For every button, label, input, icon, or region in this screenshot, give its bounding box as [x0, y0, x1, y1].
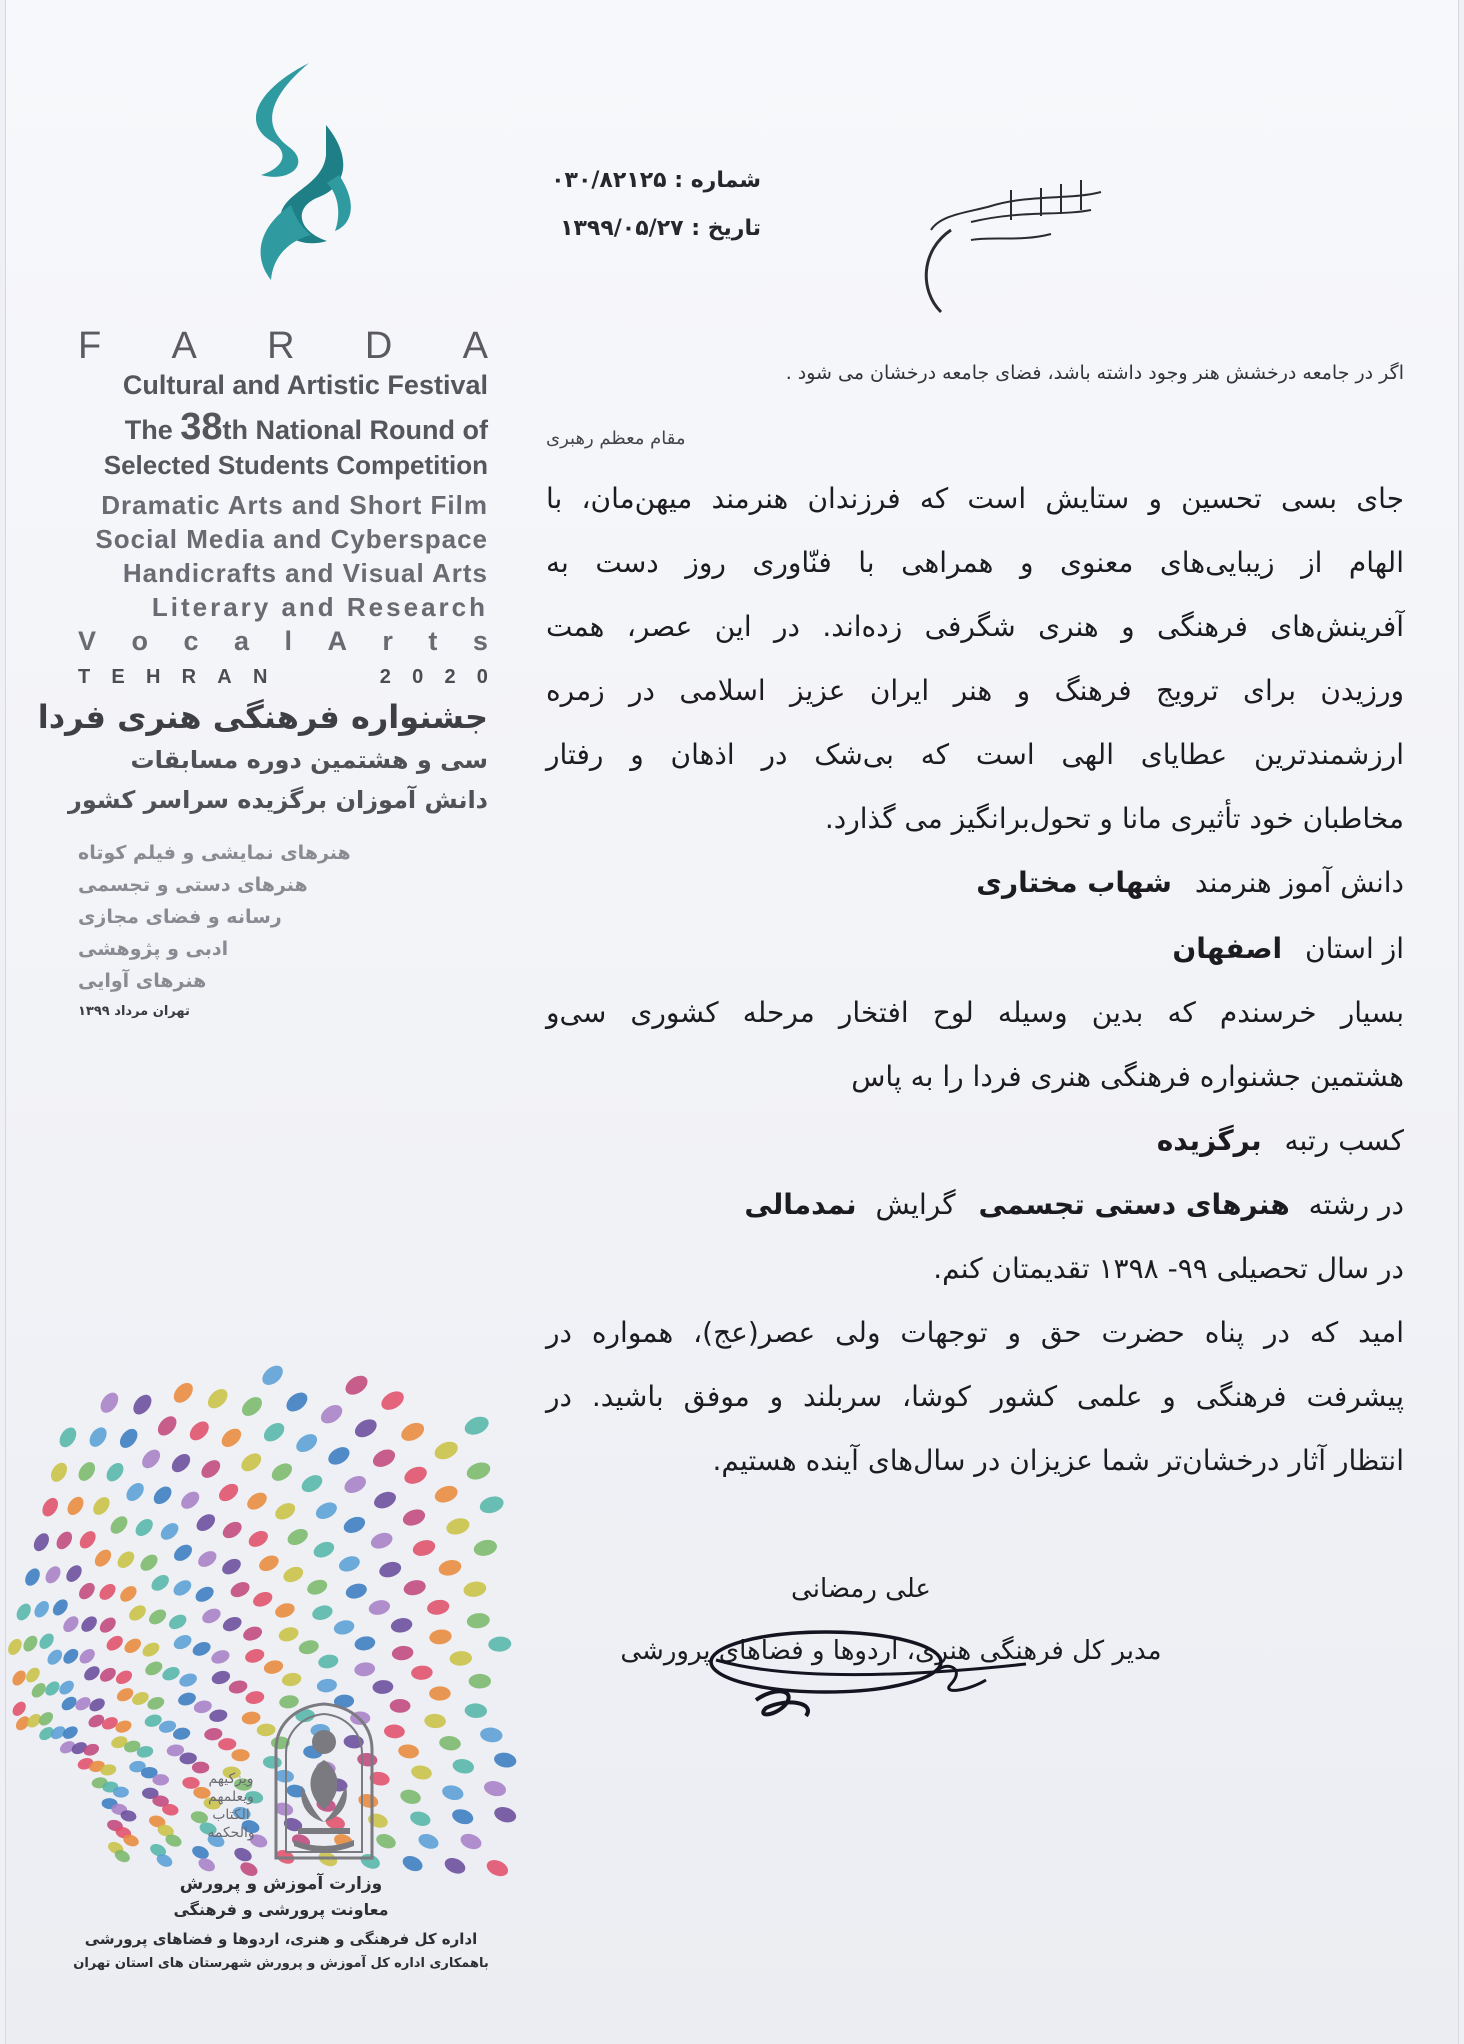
city-year-letter: H: [145, 666, 161, 688]
decorative-dot: [190, 1844, 211, 1862]
field-value: هنرهای دستی تجسمی: [978, 1188, 1290, 1221]
decorative-dot: [146, 1606, 169, 1627]
fa-title-line-2: سی و هشتمین دوره مسابقات: [130, 746, 488, 774]
decorative-dot: [428, 1628, 452, 1645]
decorative-dot: [479, 1726, 503, 1743]
decorative-dot: [269, 1460, 296, 1485]
en-title-line-3: Selected Students Competition: [103, 450, 488, 480]
fa-category: ادبی و پژوهشی: [78, 938, 229, 960]
en-category: Handicrafts and Visual Arts: [122, 558, 488, 588]
decorative-dot: [231, 1749, 249, 1761]
decorative-dot: [354, 1661, 376, 1677]
decorative-dot: [478, 1494, 506, 1516]
decorative-dot: [297, 1638, 320, 1656]
farda-letter: R: [267, 325, 295, 367]
decorative-dot: [208, 1708, 228, 1723]
honor-line: هشتمین جشنواره فرهنگی هنری فردا را به پاس: [851, 1060, 1404, 1093]
decorative-dot: [81, 1663, 102, 1683]
decorative-dot: [193, 1511, 218, 1535]
decorative-dot: [76, 1580, 98, 1602]
decorative-dot: [171, 1577, 195, 1599]
en-vocal-arts: [78, 626, 488, 657]
en-round-number: 38: [180, 406, 223, 448]
decorative-dot: [177, 1671, 198, 1689]
decorative-dot: [90, 1494, 113, 1518]
honor-line: بسیار خرسندم که بدین وسیله لوح افتخار مرحله کشوری سی‌و: [546, 996, 1404, 1029]
bismillah-calligraphy-icon: [911, 170, 1111, 320]
decorative-dot: [22, 1566, 43, 1589]
decorative-dot: [116, 1426, 141, 1452]
quote-source: مقام معظم رهبری: [546, 428, 686, 449]
decorative-dot: [293, 1430, 320, 1455]
decorative-dot: [218, 1738, 237, 1751]
en-round-prefix: The: [124, 415, 173, 445]
vocal-letter: A: [327, 626, 347, 656]
decorative-dot: [168, 1450, 193, 1475]
decorative-dot: [281, 1564, 306, 1585]
student-line: [546, 866, 1404, 899]
decorative-dot: [216, 1480, 242, 1504]
decorative-dot: [114, 1548, 137, 1571]
decorative-dot: [238, 1450, 265, 1475]
decorative-dot: [10, 1699, 29, 1718]
paragraph-line: آفرینش‌های فرهنگی و هنری شگرفی زده‌اند. در این عصر، همت: [546, 610, 1404, 643]
decorative-dot: [97, 1665, 118, 1685]
decorative-dot: [96, 1581, 118, 1603]
decorative-dot: [458, 1831, 483, 1852]
number-label: شماره :: [674, 168, 761, 193]
decorative-dot: [462, 1413, 492, 1438]
city-year-letter: 2: [379, 666, 391, 688]
signer-title: مدیر کل فرهنگی هنری، اردوها و فضاهای پرورشی: [620, 1636, 1162, 1666]
vocal-letter: o: [131, 626, 148, 656]
calligraphy-line: ویزکیهم: [208, 1771, 254, 1787]
signer-name: علی رمضانی: [791, 1574, 931, 1604]
fa-category: هنرهای آوایی: [78, 970, 207, 992]
decorative-dot: [23, 1665, 42, 1685]
decorative-dot: [462, 1580, 487, 1599]
decorative-dot: [241, 1711, 261, 1726]
decorative-dot: [160, 1664, 182, 1683]
decorative-dot: [352, 1416, 380, 1441]
decorative-dot: [370, 1446, 398, 1471]
decorative-dot: [204, 1727, 224, 1741]
spacer: [289, 666, 359, 689]
decorative-dot: [60, 1613, 81, 1635]
decorative-dot: [245, 1690, 266, 1706]
decorative-dot: [283, 1389, 311, 1416]
en-title-line-2: [78, 406, 488, 449]
decorative-dot: [332, 1618, 355, 1636]
vocal-letter: c: [183, 626, 199, 656]
decorative-dot: [464, 1459, 492, 1482]
decorative-dot: [390, 1616, 414, 1634]
decorative-dot: [75, 1459, 98, 1484]
ministry-cooperation: باهمکاری اداره کل آموزش و پرورش شهرستان های استان تهران: [73, 1956, 489, 1971]
decorative-dot: [244, 1489, 270, 1513]
decorative-dot: [272, 1500, 298, 1523]
en-title-line-1: Cultural and Artistic Festival: [122, 370, 488, 400]
decorative-dot: [200, 1606, 223, 1627]
decorative-dot: [210, 1669, 232, 1687]
decorative-dot: [492, 1804, 518, 1824]
decorative-dot: [369, 1530, 395, 1552]
decorative-dot: [466, 1612, 491, 1630]
decorative-dot: [152, 1774, 169, 1785]
decorative-dot: [337, 1553, 362, 1574]
city-year-letter: R: [181, 666, 197, 688]
decorative-dot: [228, 1579, 252, 1600]
decorative-dot: [42, 1563, 63, 1586]
decorative-dot: [384, 1724, 406, 1739]
decorative-dot: [449, 1650, 472, 1666]
decorative-dot: [259, 1362, 287, 1389]
decorative-dot: [426, 1598, 451, 1616]
decorative-dot: [107, 1513, 130, 1537]
decorative-dot: [277, 1625, 300, 1644]
city-year-letter: 0: [476, 666, 488, 688]
decorative-dot: [391, 1645, 414, 1662]
decorative-dot: [123, 1480, 147, 1505]
decorative-dot: [451, 1757, 475, 1775]
decorative-dot: [39, 1495, 61, 1519]
decorative-dot: [256, 1552, 281, 1574]
decorative-dot: [273, 1601, 297, 1621]
decorative-dot: [193, 1584, 216, 1605]
decorative-dot: [63, 1562, 85, 1585]
colorful-dots-decoration: [6, 860, 526, 1880]
province-name: اصفهان: [1172, 932, 1283, 965]
rank-value: برگزیده: [1156, 1124, 1262, 1157]
decorative-dot: [150, 1483, 175, 1507]
vocal-letter: t: [428, 626, 438, 656]
decorative-dot: [401, 1506, 428, 1528]
closing-line: پیشرفت فرهنگی و علمی کشور کوشا، سربلند و موفق باشید. در: [546, 1380, 1404, 1413]
decorative-dot: [31, 1530, 52, 1554]
rank-line: [546, 1124, 1404, 1157]
decorative-dot: [154, 1413, 180, 1439]
decorative-dot: [53, 1529, 75, 1553]
decorative-dot: [221, 1614, 244, 1634]
decorative-dot: [493, 1751, 518, 1769]
decorative-dot: [56, 1424, 79, 1450]
decorative-dot: [132, 1516, 156, 1540]
fa-title-line-1: جشنواره فرهنگی هنری فردا: [37, 698, 488, 736]
decorative-dot: [432, 1483, 460, 1506]
decorative-dot: [166, 1612, 189, 1632]
decorative-dot: [77, 1646, 98, 1666]
fa-category: هنرهای دستی و تجسمی: [78, 874, 308, 896]
decorative-dot: [140, 1640, 162, 1660]
decorative-dot: [31, 1598, 51, 1620]
decorative-dot: [61, 1724, 80, 1742]
decorative-dot: [57, 1678, 77, 1697]
decorative-dot: [171, 1541, 195, 1564]
farda-letter: F: [78, 325, 102, 367]
decorative-dot: [195, 1548, 219, 1570]
ministry-department: اداره کل فرهنگی و هنری، اردوها و فضاهای پرورشی: [84, 1930, 478, 1948]
decorative-dot: [114, 1668, 135, 1687]
decorative-dot: [209, 1648, 231, 1666]
decorative-dot: [310, 1603, 334, 1622]
rank-label: کسب رتبه: [1284, 1124, 1404, 1157]
ministry-emblem-icon: [268, 1700, 380, 1860]
closing-line: امید که در پناه حضرت حق و توجهات ولی عصر(عج)، همواره در: [546, 1316, 1404, 1349]
decorative-dot: [78, 1613, 100, 1634]
farda-letter: A: [462, 325, 488, 367]
decorative-dot: [204, 1385, 231, 1412]
decorative-dot: [48, 1460, 71, 1485]
decorative-dot: [190, 1639, 212, 1658]
city-year-letter: N: [252, 666, 268, 688]
decorative-dot: [424, 1713, 446, 1728]
decorative-dot: [313, 1499, 340, 1522]
decorative-dot: [86, 1424, 110, 1450]
farda-letter: A: [171, 325, 197, 367]
fa-category: هنرهای نمایشی و فیلم کوتاه: [78, 842, 351, 864]
city-year-letter: T: [78, 666, 91, 688]
field-line: [546, 1188, 1404, 1221]
farda-letter: D: [364, 325, 393, 367]
decorative-dot: [130, 1391, 155, 1418]
decorative-dot: [186, 1418, 212, 1444]
decorative-dot: [444, 1516, 471, 1538]
decorative-dot: [410, 1764, 433, 1781]
decorative-dot: [299, 1472, 326, 1496]
en-category: Literary and Research: [151, 592, 488, 622]
decorative-dot: [21, 1633, 41, 1654]
decorative-dot: [143, 1659, 165, 1678]
decorative-dot: [64, 1494, 87, 1518]
decorative-dot: [341, 1514, 367, 1536]
date-value: ۱۳۹۹/۰۵/۲۷: [560, 216, 684, 241]
decorative-dot: [469, 1674, 491, 1689]
decorative-dot: [482, 1779, 507, 1798]
decorative-dot: [416, 1831, 440, 1851]
decorative-dot: [246, 1528, 271, 1551]
decorative-dot: [10, 1668, 29, 1688]
handwritten-signature-icon: [696, 1620, 1056, 1730]
decorative-dot: [60, 1646, 81, 1667]
farda-logo-icon: [231, 55, 361, 285]
decorative-dot: [117, 1583, 139, 1605]
decorative-dot: [232, 1845, 254, 1863]
decorative-dot: [251, 1589, 275, 1609]
ministry-deputy: معاونت پرورشی و فرهنگی: [173, 1900, 389, 1919]
decorative-dot: [438, 1735, 461, 1752]
decorative-dot: [432, 1438, 461, 1462]
decorative-dot: [318, 1401, 346, 1427]
decorative-dot: [45, 1647, 65, 1668]
farda-spaced-title: [78, 325, 488, 368]
decorative-dot: [97, 1389, 122, 1416]
vocal-letter: V: [78, 626, 97, 656]
decorative-dot: [464, 1703, 487, 1719]
decorative-dot: [122, 1636, 144, 1656]
decorative-dot: [408, 1809, 432, 1828]
emblem-calligraphy: [196, 1770, 266, 1842]
decorative-dot: [196, 1856, 217, 1874]
decorative-dot: [262, 1658, 284, 1675]
decorative-dot: [126, 1602, 149, 1623]
branch-value: نمدمالی: [744, 1188, 857, 1221]
decorative-dot: [342, 1372, 371, 1399]
decorative-dot: [177, 1691, 198, 1708]
decorative-dot: [411, 1665, 433, 1681]
decorative-dot: [305, 1577, 329, 1597]
decorative-dot: [399, 1788, 422, 1806]
decorative-dot: [344, 1581, 369, 1601]
decorative-dot: [441, 1783, 465, 1802]
decorative-dot: [398, 1419, 427, 1444]
decorative-dot: [113, 1787, 129, 1798]
decorative-dot: [73, 1694, 93, 1713]
calligraphy-line: ویعلمهم: [208, 1789, 254, 1805]
paragraph-line: ارزشمندترین عطایای الهی است که بی‌شک در اذهان و رفتار: [546, 738, 1404, 771]
decorative-dot: [219, 1556, 243, 1578]
student-name: شهاب مختاری: [976, 866, 1172, 899]
decorative-dot: [402, 1463, 430, 1487]
city-year-letter: 0: [412, 666, 424, 688]
decorative-dot: [241, 1624, 264, 1643]
decorative-dot: [170, 1379, 197, 1406]
branch-label: گرایش: [875, 1188, 956, 1221]
decorative-dot: [372, 1679, 394, 1694]
decorative-dot: [402, 1578, 427, 1598]
en-tehran-2020: [78, 666, 488, 689]
city-year-letter: 2: [444, 666, 456, 688]
decorative-dot: [400, 1853, 425, 1874]
en-category: Dramatic Arts and Short Film: [101, 490, 488, 520]
decorative-dot: [137, 1551, 160, 1574]
decorative-dot: [325, 1444, 352, 1469]
city-year-letter: A: [217, 666, 232, 688]
decorative-dot: [342, 1473, 369, 1497]
number-value: ۰۳۰/۸۲۱۲۵: [551, 168, 667, 193]
decorative-dot: [218, 1425, 244, 1451]
certificate-page: [6, 0, 1458, 2044]
vocal-letter: s: [472, 626, 488, 656]
decorative-dot: [429, 1686, 451, 1700]
decorative-dot: [488, 1636, 512, 1652]
decorative-dot: [260, 1419, 287, 1445]
decorative-dot: [390, 1699, 411, 1713]
decorative-dot: [317, 1653, 339, 1670]
decorative-dot: [311, 1539, 337, 1561]
decorative-dot: [178, 1488, 203, 1512]
ministry-name: وزارت آموزش و پرورش: [179, 1874, 383, 1894]
decorative-dot: [14, 1601, 34, 1623]
fa-title-line-3: دانش آموزان برگزیده سراسر کشور: [68, 786, 488, 814]
decorative-dot: [437, 1558, 463, 1578]
calligraphy-line: والحکمه: [207, 1825, 255, 1841]
vocal-letter: r: [382, 626, 393, 656]
decorative-dot: [198, 1457, 224, 1482]
year-line: در سال تحصیلی ۹۹- ۱۳۹۸ تقدیمتان کنم.: [933, 1252, 1404, 1285]
student-label: دانش آموز هنرمند: [1194, 866, 1404, 899]
decorative-dot: [227, 1679, 248, 1696]
paragraph-line: جای بسی تحسین و ستایش است که فرزندان هنرمند میهن‌مان، با: [546, 482, 1404, 515]
fa-category: رسانه و فضای مجازی: [78, 906, 282, 928]
decorative-dot: [103, 1460, 127, 1485]
decorative-dot: [285, 1526, 311, 1549]
decorative-dot: [220, 1518, 245, 1541]
decorative-dot: [193, 1699, 214, 1715]
decorative-dot: [367, 1598, 391, 1617]
city-year-letter: E: [111, 666, 125, 688]
closing-line: انتظار آثار درخشان‌تر شما عزیزان در سال‌های آینده هستیم.: [712, 1444, 1404, 1477]
en-category: Social Media and Cyberspace: [95, 524, 488, 554]
en-round-suffix: th National Round of: [222, 415, 488, 445]
decorative-dot: [377, 1559, 403, 1580]
decorative-dot: [316, 1678, 338, 1694]
decorative-dot: [397, 1743, 419, 1759]
calligraphy-line: الکتاب: [212, 1807, 250, 1823]
decorative-dot: [378, 1388, 407, 1414]
field-label: در رشته: [1308, 1188, 1404, 1221]
decorative-dot: [171, 1632, 193, 1652]
decorative-dot: [104, 1633, 126, 1654]
decorative-dot: [450, 1807, 475, 1827]
paragraph-line: الهام از زیبایی‌های معنوی و همراهی با فنّاوری روز دست به: [546, 546, 1404, 579]
decorative-dot: [97, 1615, 119, 1636]
decorative-dot: [353, 1635, 376, 1652]
letter-date: [526, 216, 761, 241]
vocal-letter: a: [233, 626, 249, 656]
decorative-dot: [472, 1538, 499, 1559]
paragraph-line: مخاطبان خود تأثیری مانا و تحول‌برانگیز می گذارد.: [824, 802, 1404, 835]
decorative-dot: [371, 1489, 398, 1512]
leader-quote: اگر در جامعه درخشش هنر وجود داشته باشد، فضای جامعه درخشان می شود .: [785, 362, 1404, 384]
decorative-dot: [92, 1546, 115, 1569]
decorative-dot: [6, 1636, 25, 1657]
province-label: از استان: [1305, 932, 1404, 965]
decorative-dot: [87, 1696, 107, 1714]
decorative-dot: [148, 1572, 171, 1594]
vocal-letter: l: [284, 626, 292, 656]
decorative-dot: [50, 1596, 71, 1618]
festival-sidebar: [6, 0, 526, 2044]
decorative-dot: [281, 1671, 303, 1687]
decorative-dot: [158, 1520, 182, 1543]
decorative-dot: [139, 1446, 164, 1472]
decorative-dot: [37, 1631, 57, 1652]
date-label: تاریخ :: [691, 216, 761, 241]
decorative-dot: [411, 1537, 437, 1558]
decorative-dot: [238, 1393, 265, 1419]
fa-city-date: تهران مرداد ۱۳۹۹: [78, 1004, 190, 1019]
decorative-dot: [243, 1647, 266, 1665]
province-line: [546, 932, 1404, 965]
letter-number: [526, 168, 761, 193]
paragraph-line: ورزیدن برای ترویج فرهنگ و هنر ایران عزیز اسلامی در زمره: [546, 674, 1404, 707]
decorative-dot: [76, 1528, 98, 1551]
